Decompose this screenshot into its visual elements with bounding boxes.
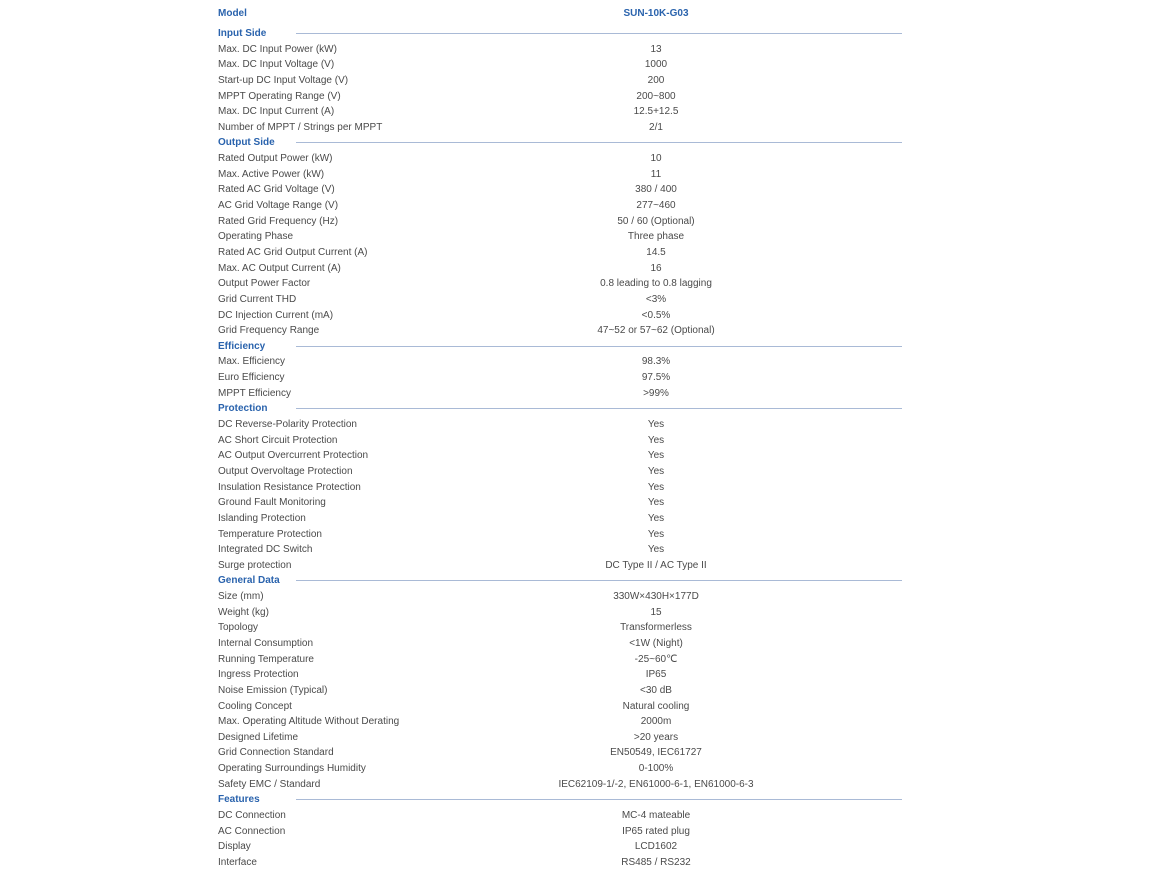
spec-label: Max. Active Power (kW) bbox=[218, 168, 325, 180]
spec-row bbox=[218, 839, 902, 855]
spec-row bbox=[218, 699, 902, 715]
spec-value: 330W×430H×177D bbox=[613, 591, 699, 603]
spec-value: Yes bbox=[647, 497, 665, 509]
spec-row bbox=[218, 761, 902, 777]
spec-label: Max. Efficiency bbox=[218, 356, 286, 368]
spec-value: >20 years bbox=[633, 731, 679, 743]
spec-row bbox=[218, 151, 902, 167]
spec-label: Max. DC Input Current (A) bbox=[218, 106, 335, 118]
spec-label: Interface bbox=[218, 856, 257, 868]
spec-value: IP65 rated plug bbox=[622, 825, 690, 837]
spec-value: Three phase bbox=[627, 231, 685, 243]
spec-value: 380 / 400 bbox=[635, 184, 677, 196]
spec-row bbox=[218, 57, 902, 73]
spec-row bbox=[218, 667, 902, 683]
model-label: Model bbox=[218, 8, 247, 19]
section-divider bbox=[296, 33, 902, 34]
spec-row bbox=[218, 777, 902, 793]
spec-label: Rated AC Grid Voltage (V) bbox=[218, 184, 335, 196]
spec-label: Operating Phase bbox=[218, 231, 294, 243]
spec-value: Yes bbox=[647, 465, 665, 477]
spec-value: Yes bbox=[647, 528, 665, 540]
spec-label: Max. Operating Altitude Without Derating bbox=[218, 716, 400, 728]
spec-row bbox=[218, 276, 902, 292]
spec-value: 2/1 bbox=[649, 121, 663, 133]
spec-value: Natural cooling bbox=[622, 700, 690, 712]
spec-value: 12.5+12.5 bbox=[633, 106, 679, 118]
spec-value: 50 / 60 (Optional) bbox=[617, 215, 695, 227]
spec-row bbox=[218, 480, 902, 496]
model-row bbox=[218, 6, 902, 26]
spec-value: 0-100% bbox=[638, 763, 674, 775]
spec-row bbox=[218, 730, 902, 746]
spec-row bbox=[218, 167, 902, 183]
spec-label: Rated Grid Frequency (Hz) bbox=[218, 215, 339, 227]
section-divider bbox=[296, 799, 902, 800]
spec-value: Yes bbox=[647, 450, 665, 462]
spec-row bbox=[218, 683, 902, 699]
spec-label: Grid Connection Standard bbox=[218, 747, 334, 759]
spec-row bbox=[218, 182, 902, 198]
spec-label: AC Connection bbox=[218, 825, 286, 837]
spec-value: 200~800 bbox=[636, 90, 676, 102]
spec-value: MC-4 mateable bbox=[621, 810, 691, 822]
section-header-efficiency bbox=[218, 339, 902, 355]
spec-row bbox=[218, 417, 902, 433]
spec-value: 1000 bbox=[644, 59, 668, 71]
spec-label: Running Temperature bbox=[218, 653, 314, 665]
spec-row bbox=[218, 605, 902, 621]
spec-row bbox=[218, 42, 902, 58]
spec-label: Safety EMC / Standard bbox=[218, 778, 321, 790]
spec-label: Euro Efficiency bbox=[218, 372, 285, 384]
spec-label: Insulation Resistance Protection bbox=[218, 481, 361, 493]
spec-row bbox=[218, 198, 902, 214]
spec-label: Grid Frequency Range bbox=[218, 325, 320, 337]
spec-row bbox=[218, 714, 902, 730]
spec-row bbox=[218, 292, 902, 308]
spec-value: 97.5% bbox=[641, 372, 671, 384]
spec-label: Output Power Factor bbox=[218, 278, 311, 290]
spec-label: Max. AC Output Current (A) bbox=[218, 262, 341, 274]
spec-label: Ground Fault Monitoring bbox=[218, 497, 326, 509]
spec-label: Cooling Concept bbox=[218, 700, 292, 712]
spec-row bbox=[218, 104, 902, 120]
spec-value: 2000m bbox=[640, 716, 672, 728]
spec-row bbox=[218, 808, 902, 824]
spec-row bbox=[218, 745, 902, 761]
spec-value: <30 dB bbox=[640, 684, 672, 696]
spec-value: LCD1602 bbox=[634, 841, 678, 853]
spec-value: 16 bbox=[650, 262, 662, 274]
spec-label: Display bbox=[218, 841, 251, 853]
spec-row bbox=[218, 245, 902, 261]
spec-label: MPPT Efficiency bbox=[218, 387, 291, 399]
spec-value: RS485 / RS232 bbox=[621, 856, 691, 868]
spec-row bbox=[218, 636, 902, 652]
spec-label: Output Overvoltage Protection bbox=[218, 465, 353, 477]
spec-label: AC Short Circuit Protection bbox=[218, 434, 338, 446]
spec-row bbox=[218, 558, 902, 574]
spec-row bbox=[218, 652, 902, 668]
section-divider bbox=[296, 346, 902, 347]
section-header-input-side bbox=[218, 26, 902, 42]
spec-value: Yes bbox=[647, 434, 665, 446]
spec-label: Ingress Protection bbox=[218, 669, 299, 681]
spec-value: -25~60℃ bbox=[634, 653, 678, 665]
spec-row bbox=[218, 448, 902, 464]
spec-row bbox=[218, 308, 902, 324]
model-value: SUN-10K-G03 bbox=[623, 8, 689, 19]
spec-label: Max. DC Input Power (kW) bbox=[218, 43, 337, 55]
spec-value: 98.3% bbox=[641, 356, 671, 368]
spec-label: Size (mm) bbox=[218, 591, 264, 603]
section-title: Output Side bbox=[218, 137, 275, 149]
spec-label: Topology bbox=[218, 622, 259, 634]
spec-label: Operating Surroundings Humidity bbox=[218, 763, 366, 775]
spec-label: Surge protection bbox=[218, 559, 292, 571]
spec-value: 277~460 bbox=[636, 200, 676, 212]
spec-sheet bbox=[218, 6, 902, 871]
spec-label: DC Reverse-Polarity Protection bbox=[218, 419, 357, 431]
spec-value: Yes bbox=[647, 544, 665, 556]
spec-row bbox=[218, 370, 902, 386]
spec-label: Rated AC Grid Output Current (A) bbox=[218, 246, 368, 258]
spec-label: Rated Output Power (kW) bbox=[218, 153, 333, 165]
section-divider bbox=[296, 142, 902, 143]
spec-label: Temperature Protection bbox=[218, 528, 322, 540]
spec-value: >99% bbox=[643, 387, 669, 399]
spec-row bbox=[218, 824, 902, 840]
spec-label: Weight (kg) bbox=[218, 606, 269, 618]
spec-row bbox=[218, 495, 902, 511]
spec-row bbox=[218, 527, 902, 543]
spec-label: Grid Current THD bbox=[218, 293, 297, 305]
spec-label: Internal Consumption bbox=[218, 637, 314, 649]
spec-value: 200 bbox=[647, 74, 665, 86]
spec-value: 11 bbox=[650, 168, 662, 180]
spec-row bbox=[218, 261, 902, 277]
spec-label: AC Output Overcurrent Protection bbox=[218, 450, 369, 462]
spec-row bbox=[218, 323, 902, 339]
spec-label: Integrated DC Switch bbox=[218, 544, 313, 556]
spec-row bbox=[218, 511, 902, 527]
spec-label: MPPT Operating Range (V) bbox=[218, 90, 341, 102]
section-header-features bbox=[218, 792, 902, 808]
spec-label: Number of MPPT / Strings per MPPT bbox=[218, 121, 383, 133]
spec-label: DC Injection Current (mA) bbox=[218, 309, 334, 321]
spec-value: Yes bbox=[647, 512, 665, 524]
spec-label: Max. DC Input Voltage (V) bbox=[218, 59, 335, 71]
section-title: Input Side bbox=[218, 28, 267, 39]
spec-value: <0.5% bbox=[641, 309, 671, 321]
section-header-protection bbox=[218, 401, 902, 417]
spec-value: IP65 bbox=[645, 669, 667, 681]
spec-value: 14.5 bbox=[646, 246, 666, 258]
spec-value: 13 bbox=[650, 43, 662, 55]
spec-row bbox=[218, 620, 902, 636]
spec-row bbox=[218, 354, 902, 370]
spec-row bbox=[218, 464, 902, 480]
section-title: Protection bbox=[218, 403, 268, 415]
spec-value: EN50549, IEC61727 bbox=[610, 747, 702, 759]
spec-row bbox=[218, 542, 902, 558]
spec-value: <3% bbox=[645, 293, 667, 305]
spec-label: AC Grid Voltage Range (V) bbox=[218, 200, 339, 212]
spec-value: Yes bbox=[647, 419, 665, 431]
spec-value: Transformerless bbox=[620, 622, 692, 634]
spec-label: DC Connection bbox=[218, 810, 286, 822]
spec-value: 10 bbox=[650, 153, 662, 165]
spec-row bbox=[218, 433, 902, 449]
spec-label: Designed Lifetime bbox=[218, 731, 299, 743]
spec-label: Islanding Protection bbox=[218, 512, 306, 524]
spec-label: Start-up DC Input Voltage (V) bbox=[218, 74, 349, 86]
spec-row bbox=[218, 589, 902, 605]
spec-value: IEC62109-1/-2, EN61000-6-1, EN61000-6-3 bbox=[558, 778, 754, 790]
section-title: Features bbox=[218, 794, 260, 806]
spec-value: Yes bbox=[647, 481, 665, 493]
spec-value: 0.8 leading to 0.8 lagging bbox=[600, 278, 712, 290]
section-title: General Data bbox=[218, 575, 280, 587]
section-divider bbox=[296, 408, 902, 409]
section-divider bbox=[296, 580, 902, 581]
spec-row bbox=[218, 89, 902, 105]
spec-label: Noise Emission (Typical) bbox=[218, 684, 328, 696]
spec-row bbox=[218, 229, 902, 245]
spec-value: <1W (Night) bbox=[629, 637, 683, 649]
spec-row bbox=[218, 855, 902, 871]
spec-sections bbox=[218, 26, 902, 871]
spec-row bbox=[218, 214, 902, 230]
section-header-output-side bbox=[218, 135, 902, 151]
spec-row bbox=[218, 73, 902, 89]
spec-row bbox=[218, 120, 902, 136]
spec-value: 15 bbox=[650, 606, 662, 618]
section-title: Efficiency bbox=[218, 340, 266, 352]
spec-value: 47~52 or 57~62 (Optional) bbox=[597, 325, 715, 337]
spec-row bbox=[218, 386, 902, 402]
section-header-general-data bbox=[218, 573, 902, 589]
spec-value: DC Type II / AC Type II bbox=[605, 559, 707, 571]
